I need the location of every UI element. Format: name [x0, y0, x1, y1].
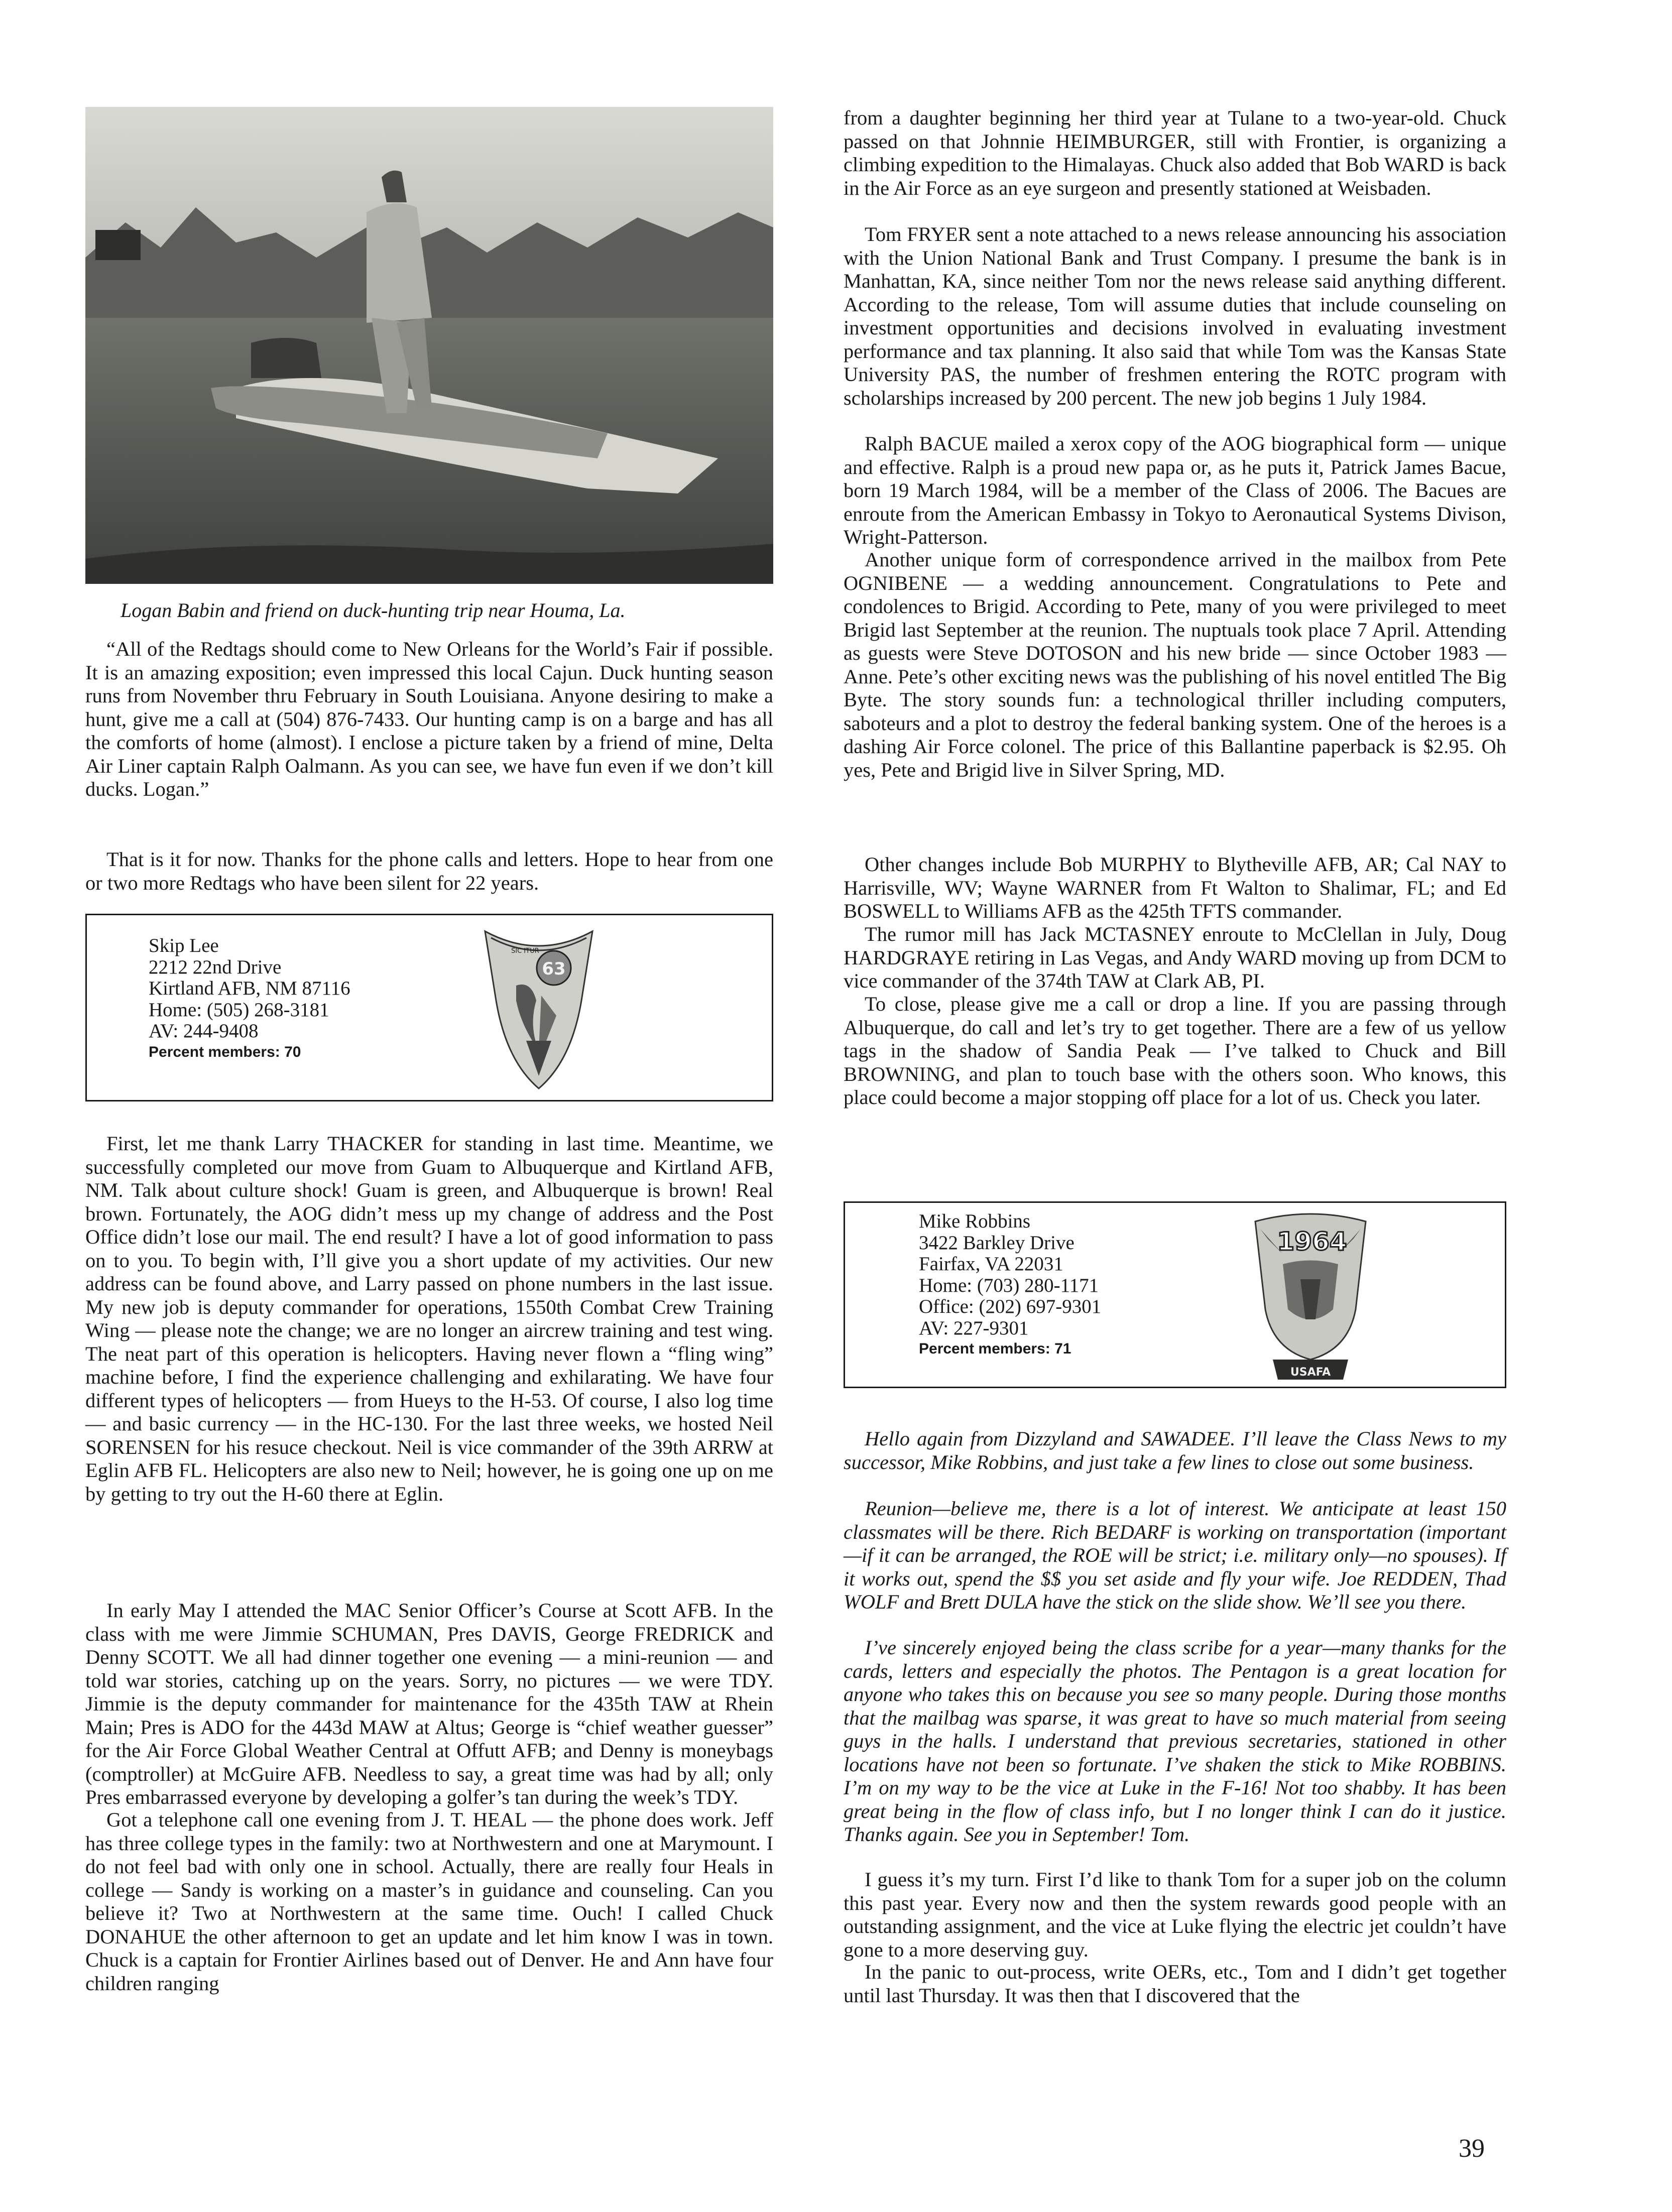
class-1963-contact-box — [85, 914, 773, 1101]
photo-caption: Logan Babin and friend on duck-hunting trip near Houma, La. — [121, 599, 626, 622]
paragraph: Other changes include Bob MURPHY to Blytheville AFB, AR; Cal NAY to Harrisville, WV; Wayne WARNER from Ft Walton to Shalimar, FL; and Ed BOSWELL to Williams AFB as the 425th TFTS commander. — [844, 853, 1506, 922]
crest-banner: USAFA — [1290, 1366, 1331, 1379]
paragraph: First, let me thank Larry THACKER for standing in last time. Meantime, we successfully completed our move from Guam to Albuquerque and Kirtland AFB, NM. Talk about culture shock! Guam is green, and Albuquerque is brown! Real brown. Fortunately, the AOG didn’t mess up my change of address and the Post Office didn’t lose our mail. The end result? I have a lot of good information to pass on to you. To begin with, I’ll give you a short update of my activities. Our new address can be found above, and Larry passed on phone numbers in the last issue. My new job is deputy commander for operations, 1550th Combat Crew Training Wing — please note the change; we are no longer an aircrew training and test wing. The neat part of this operation is helicopters. Having never flown a “fling wing” machine before, I find the experience challenging and exhilarating. We have four different types of helicopters — from Hueys to the H-53. Of course, I also log time — and basic currency — in the HC-130. For the last three weeks, we hosted Neil SORENSEN for his resuce checkout. Neil is vice commander of the 39th ARRW at Eglin AFB FL. Helicopters are also new to Neil; however, he is going one up on me by getting to try out the H-60 there at Eglin. — [85, 1132, 773, 1505]
class-1963-crest-icon — [481, 925, 596, 1091]
paragraph: Another unique form of correspondence arrived in the mailbox from Pete OGNIBENE — a wedding announcement. Congratulations to Pete and condolences to Brigid. According to Pete, many of you were privileged to meet Brigid last September at the reunion. The nuptuals took place 7 April. Attending as guests were Steve DOTOSON and his new bride — since October 1983 — Anne. Pete’s other exciting news was the publishing of his novel entitled The Big Byte. The story sounds fun: a technological thriller including computers, saboteurs and a plot to destroy the federal banking system. One of the heroes is a dashing Air Force colonel. The price of this Ballantine paperback is $2.95. Oh yes, Pete and Brigid live in Silver Spring, MD. — [844, 548, 1506, 781]
contact-street: 3422 Barkley Drive — [919, 1232, 1074, 1254]
contact-lines — [149, 935, 350, 1062]
class-1964-contact-box — [844, 1201, 1506, 1388]
contact-lines — [919, 1211, 1101, 1359]
contact-office-phone: Office: (202) 697-9301 — [919, 1296, 1102, 1317]
contact-home-phone: Home: (505) 268-3181 — [149, 999, 329, 1021]
paragraph: The rumor mill has Jack MCTASNEY enroute to McClellan in July, Doug HARDGRAYE retiring in Las Vegas, and Andy WARD moving up from DCM to vice commander of the 374th TAW at Clark AB, PI. — [844, 923, 1506, 992]
paragraph: Ralph BACUE mailed a xerox copy of the AOG biographical form — unique and effective. Ralph is a proud new papa or, as he puts it, Patrick James Bacue, born 19 March 1984, will be a member of the Class of 2006. The Bacues are enroute from the American Embassy in Tokyo to Aeronautical Systems Divison, Wright-Patterson. — [844, 432, 1506, 548]
paragraph: Reunion—believe me, there is a lot of interest. We anticipate at least 150 classmates will be there. Rich BEDARF is working on transportation (important—if it can be arranged, the ROE will be strict; i.e. military only—no spouses). If it works out, spend the $$ you set aside and fly your wife. Joe REDDEN, Thad WOLF and Brett DULA have the stick on the slide show. We’ll see you there. — [844, 1497, 1506, 1613]
contact-av: AV: 244-9408 — [149, 1020, 259, 1042]
paragraph: I’ve sincerely enjoyed being the class scribe for a year—many thanks for the cards, letters and especially the photos. The Pentagon is a great location for anyone who takes this on because you see so many people. During those months that the mailbag was sparse, it was great to have so much material from seeing guys in the halls. I understand that previous secretaries, stationed in other locations have not been so fortunate. I’ve shaken the stick to Mike ROBBINS. I’m on my way to be the vice at Luke in the F-16! Not too shabby. It has been great being in the flow of class info, but I no longer think I can do it justice. Thanks again. See you in September! Tom. — [844, 1636, 1506, 1846]
percent-members: Percent members: 71 — [919, 1340, 1071, 1357]
paragraph: Tom FRYER sent a note attached to a news release announcing his association with the Union National Bank and Trust Company. I presume the bank is in Manhattan, KA, since neither Tom nor the news release said anything different. According to the release, Tom will assume duties that include counseling on investment opportunities and decisions involved in evaluating investment performance and tax planning. It also said that while Tom was the Kansas State University PAS, the number of freshmen entering the ROTC program with scholarships increased by 200 percent. The new job begins 1 July 1984. — [844, 223, 1506, 409]
paragraph: In early May I attended the MAC Senior Officer’s Course at Scott AFB. In the class with me were Jimmie SCHUMAN, Pres DAVIS, George FREDRICK and Denny SCOTT. We all had dinner together one evening — a mini-reunion — and told war stories, catching up on the years. Sorry, no pictures — we were TDY. Jimmie is the deputy commander for maintenance for the 435th TAW at Rhein Main; Pres is ADO for the 443d MAW at Altus; George is “chief weather guesser” for the Air Force Global Weather Central at Offutt AFB; and Denny is moneybags (comptroller) at McGuire AFB. Needless to say, a great time was had by all; only Pres embarrassed everyone by developing a golfer’s tan during the week’s TDY. — [85, 1599, 773, 1808]
contact-home-phone: Home: (703) 280-1171 — [919, 1274, 1099, 1296]
paragraph: from a daughter beginning her third year at Tulane to a two-year-old. Chuck passed on that Johnnie HEIMBURGER, still with Frontier, is organizing a climbing expedition to the Himalayas. Chuck also added that Bob WARD is back in the Air Force as an eye surgeon and presently stationed at Weisbaden. — [844, 106, 1506, 199]
percent-members: Percent members: 70 — [149, 1043, 301, 1060]
page-number: 39 — [1459, 2134, 1485, 2163]
crest-year: 1964 — [1277, 1227, 1347, 1256]
duck-hunting-photo — [85, 107, 773, 584]
paragraph: Hello again from Dizzyland and SAWADEE. I’ll leave the Class News to my successor, Mike Robbins, and just take a few lines to close out some business. — [844, 1427, 1506, 1473]
paragraph: In the panic to out-process, write OERs, etc., Tom and I didn’t get together until last Thursday. It was then that I discovered that the — [844, 1960, 1506, 2007]
contact-name: Mike Robbins — [919, 1210, 1031, 1232]
contact-street: 2212 22nd Drive — [149, 956, 282, 978]
paragraph: To close, please give me a call or drop a line. If you are passing through Albuquerque, do call and let’s try to get together. There are a few of us yellow tags in the shadow of Sandia Peak — I’ve talked to Chuck and Bill BROWNING, and plan to touch base with the others soon. Who knows, this place could become a major stopping off place for a lot of us. Check you later. — [844, 993, 1506, 1109]
paragraph: “All of the Redtags should come to New Orleans for the World’s Fair if possible. It is an amazing exposition; even impressed this local Cajun. Duck hunting season runs from November thru February in South Louisiana. Anyone desiring to make a hunt, give me a call at (504) 876-7433. Our hunting camp is on a barge and has all the comforts of home (almost). I enclose a picture taken by a friend of mine, Delta Air Liner captain Ralph Oalmann. As you can see, we have fun even if we don’t kill ducks. Logan.” — [85, 638, 773, 800]
crest-banner: SIC ITUR — [511, 947, 539, 955]
paragraph: That is it for now. Thanks for the phone calls and letters. Hope to hear from one or two more Redtags who have been silent for 22 years. — [85, 848, 773, 894]
contact-av: AV: 227-9301 — [919, 1317, 1029, 1339]
paragraph: Got a telephone call one evening from J. T. HEAL — the phone does work. Jeff has three college types in the family: two at Northwestern and one at Marymount. I do not feel bad with only one in school. Actually, there are really four Heals in college — Sandy is working on a master’s in guidance and counseling. Can you believe it? Two at Northwestern at the same time. Ouch! I called Chuck DONAHUE the other afternoon to get an update and let him know I was in town. Chuck is a captain for Frontier Airlines based out of Denver. He and Ann have four children ranging — [85, 1808, 773, 1995]
crest-year: 63 — [542, 959, 566, 979]
contact-city: Kirtland AFB, NM 87116 — [149, 977, 350, 999]
class-1964-crest-icon — [1253, 1209, 1368, 1385]
contact-name: Skip Lee — [149, 935, 219, 956]
contact-city: Fairfax, VA 22031 — [919, 1253, 1063, 1275]
paragraph: I guess it’s my turn. First I’d like to thank Tom for a super job on the column this past year. Every now and then the system rewards good people with an outstanding assignment, and the vice at Luke flying the electric jet couldn’t have gone to a more deserving guy. — [844, 1868, 1506, 1961]
